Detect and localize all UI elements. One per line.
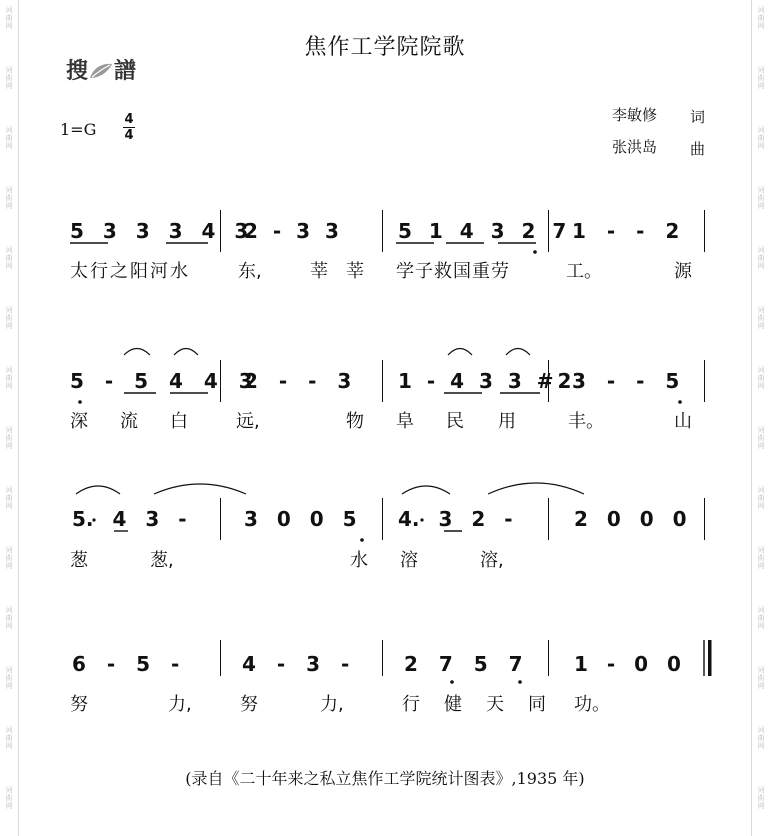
slur [506, 349, 530, 356]
key-signature: 1=G [60, 120, 97, 139]
slur [448, 349, 472, 356]
measure-2-3: 1 - 4 3 3 #2 [398, 369, 576, 393]
lyric: 深 [70, 411, 88, 432]
lyric: 力, [168, 694, 192, 715]
lyric: 源 [674, 261, 692, 282]
side-watermark: 词曲网 [757, 366, 765, 390]
measure-1-4: 1 - - 2 [572, 219, 680, 243]
lyricist-role: 词 [690, 108, 706, 126]
lyric: 水 [350, 550, 368, 571]
lyric: 莘 [346, 261, 364, 282]
side-watermark: 词曲网 [5, 6, 13, 30]
side-watermark: 词曲网 [5, 366, 13, 390]
side-watermark: 词曲网 [5, 726, 13, 750]
lyric: 丰。 [568, 411, 604, 432]
measure-1-1: 5 3 3 3 4 3 [70, 219, 255, 243]
side-watermark: 词曲网 [757, 486, 765, 510]
lyric: 同 [528, 694, 546, 715]
lyric: 用 [498, 411, 516, 432]
lyric: 溶, [480, 550, 504, 571]
measure-3-3: 4. 3 2 - [398, 507, 513, 531]
lyric: 流 [120, 411, 138, 432]
side-watermark: 词曲网 [757, 306, 765, 330]
side-watermark: 词曲网 [757, 606, 765, 630]
side-watermark: 词曲网 [5, 246, 13, 270]
slur [174, 349, 198, 356]
lyric: 学子救国重劳 [396, 261, 510, 282]
side-watermark: 词曲网 [757, 126, 765, 150]
lyric: 天 [486, 694, 504, 715]
lyric: 努 [70, 694, 88, 715]
measure-4-2: 4 - 3 - [242, 652, 350, 676]
lyric: 行 [402, 694, 420, 715]
measure-4-3: 2 7 5 7 [404, 652, 523, 676]
lyric: 溶 [400, 550, 418, 571]
side-watermark: 词曲网 [5, 666, 13, 690]
lyric: 工。 [566, 261, 602, 282]
side-watermark: 词曲网 [757, 246, 765, 270]
measure-4-1: 6 - 5 - [72, 652, 180, 676]
measure-2-4: 3 - - 5 [572, 369, 680, 393]
lyric: 葱 [70, 550, 88, 571]
slur [488, 483, 584, 494]
slur [76, 486, 120, 494]
slur [154, 484, 246, 494]
logo-char-2: 譜 [114, 59, 137, 84]
side-watermark: 词曲网 [757, 546, 765, 570]
side-watermark: 词曲网 [757, 186, 765, 210]
lyric: 力, [320, 694, 344, 715]
lyric: 莘 [310, 261, 328, 282]
measure-1-3: 5 1 4 3 2 7 [398, 219, 572, 243]
lyric: 山 [674, 411, 692, 432]
lyric: 物 [346, 411, 364, 432]
measure-2-2: 2 - - 3 [244, 369, 352, 393]
side-watermark: 词曲网 [5, 306, 13, 330]
side-watermark: 词曲网 [5, 786, 13, 810]
measure-3-2: 3 0 0 5 [244, 507, 357, 531]
lyricist-name: 李敏修 [612, 106, 658, 124]
side-watermark: 词曲网 [5, 66, 13, 90]
lyric: 努 [240, 694, 258, 715]
time-signature-bottom: 4 [124, 128, 134, 143]
side-watermark: 词曲网 [5, 426, 13, 450]
lyric: 东, [238, 261, 262, 282]
side-watermark: 词曲网 [5, 606, 13, 630]
lyric: 远, [236, 411, 260, 432]
side-watermark: 词曲网 [5, 486, 13, 510]
side-watermark: 词曲网 [757, 66, 765, 90]
lyric: 阜 [396, 411, 414, 432]
slur [124, 349, 150, 356]
lyric: 功。 [574, 694, 610, 715]
lyric: 民 [446, 411, 464, 432]
side-watermark: 词曲网 [757, 6, 765, 30]
composer-name: 张洪岛 [612, 138, 658, 156]
composer-role: 曲 [690, 140, 706, 158]
measure-2-1: 5 - 5 4 4 3 [70, 369, 260, 393]
measure-3-4: 2 0 0 0 [574, 507, 687, 531]
lyric: 白 [170, 411, 188, 432]
side-watermark: 词曲网 [5, 126, 13, 150]
lyric: 葱, [150, 550, 174, 571]
logo-char-1: 搜 [66, 59, 89, 84]
measure-3-1: 5. 4 3 - [72, 507, 187, 531]
side-watermark: 词曲网 [5, 186, 13, 210]
slur [402, 486, 450, 494]
side-watermark: 词曲网 [757, 726, 765, 750]
side-watermark: 词曲网 [757, 786, 765, 810]
lyric: 太行之阳河水 [70, 261, 190, 282]
measure-4-4: 1 - 0 0 [574, 652, 681, 676]
side-watermark: 词曲网 [757, 666, 765, 690]
source-citation: (录自《二十年来之私立焦作工学院统计图表》,1935 年) [185, 769, 585, 788]
lyric: 健 [444, 694, 462, 715]
measure-1-2: 2 - 3 3 [244, 219, 339, 243]
side-watermark: 词曲网 [757, 426, 765, 450]
song-title: 焦作工学院院歌 [304, 35, 466, 60]
time-signature-top: 4 [124, 112, 134, 127]
side-watermark: 词曲网 [5, 546, 13, 570]
